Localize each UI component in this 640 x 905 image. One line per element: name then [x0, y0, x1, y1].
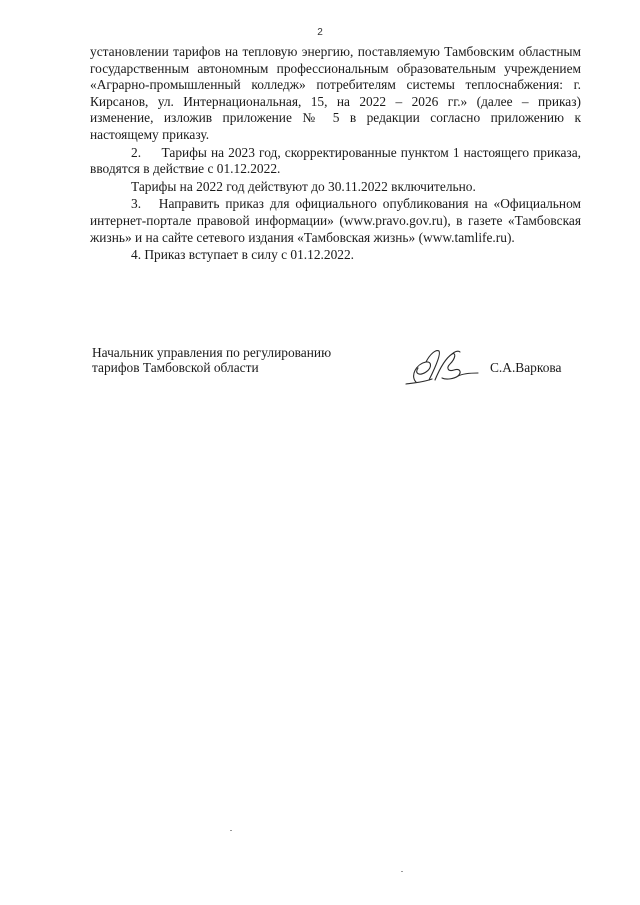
document-body [90, 44, 581, 265]
paragraph-tariffs-2022: Тарифы на 2022 год действуют до 30.11.2022 включительно. [131, 178, 476, 194]
paragraph-2: 2. Тарифы на 2023 год, скорректированные пунктом 1 настоящего приказа, вводятся в действие с 01.12.2022. [90, 144, 581, 177]
scan-speck [230, 830, 232, 831]
paragraph-1-continuation: установлении тарифов на тепловую энергию, поставляемую Тамбовским областным государственным автономным профессиональным образовательным учреждением «Аграрно-промышленный колледж» потребителям системы теплоснабжения: г. Кирсанов, ул. Интернациональная, 15, на 2022 – 2026 гг.» (далее – приказ) изменение, изложив приложение № 5 в редакции согласно приложению к настоящему приказу. [90, 44, 581, 142]
signer-position-line-1: Начальник управления по регулированию [92, 345, 332, 360]
scan-speck [401, 871, 403, 872]
signature-block [92, 346, 587, 406]
paragraph-3: 3. Направить приказ для официального опубликования на «Официальном интернет-портале правовой информации» (www.pravo.gov.ru), в газете «Тамбовская жизнь» и на сайте сетевого издания «Тамбовская жизнь» (www.tamlife.ru). [90, 196, 581, 245]
paragraph-4: 4. Приказ вступает в силу с 01.12.2022. [131, 247, 355, 263]
handwritten-signature [402, 346, 492, 392]
signer-position-line-2: тарифов Тамбовской области [92, 359, 259, 375]
page-number: 2 [317, 27, 323, 38]
signer-name: С.А.Варкова [490, 360, 562, 375]
signer-position [92, 346, 331, 375]
